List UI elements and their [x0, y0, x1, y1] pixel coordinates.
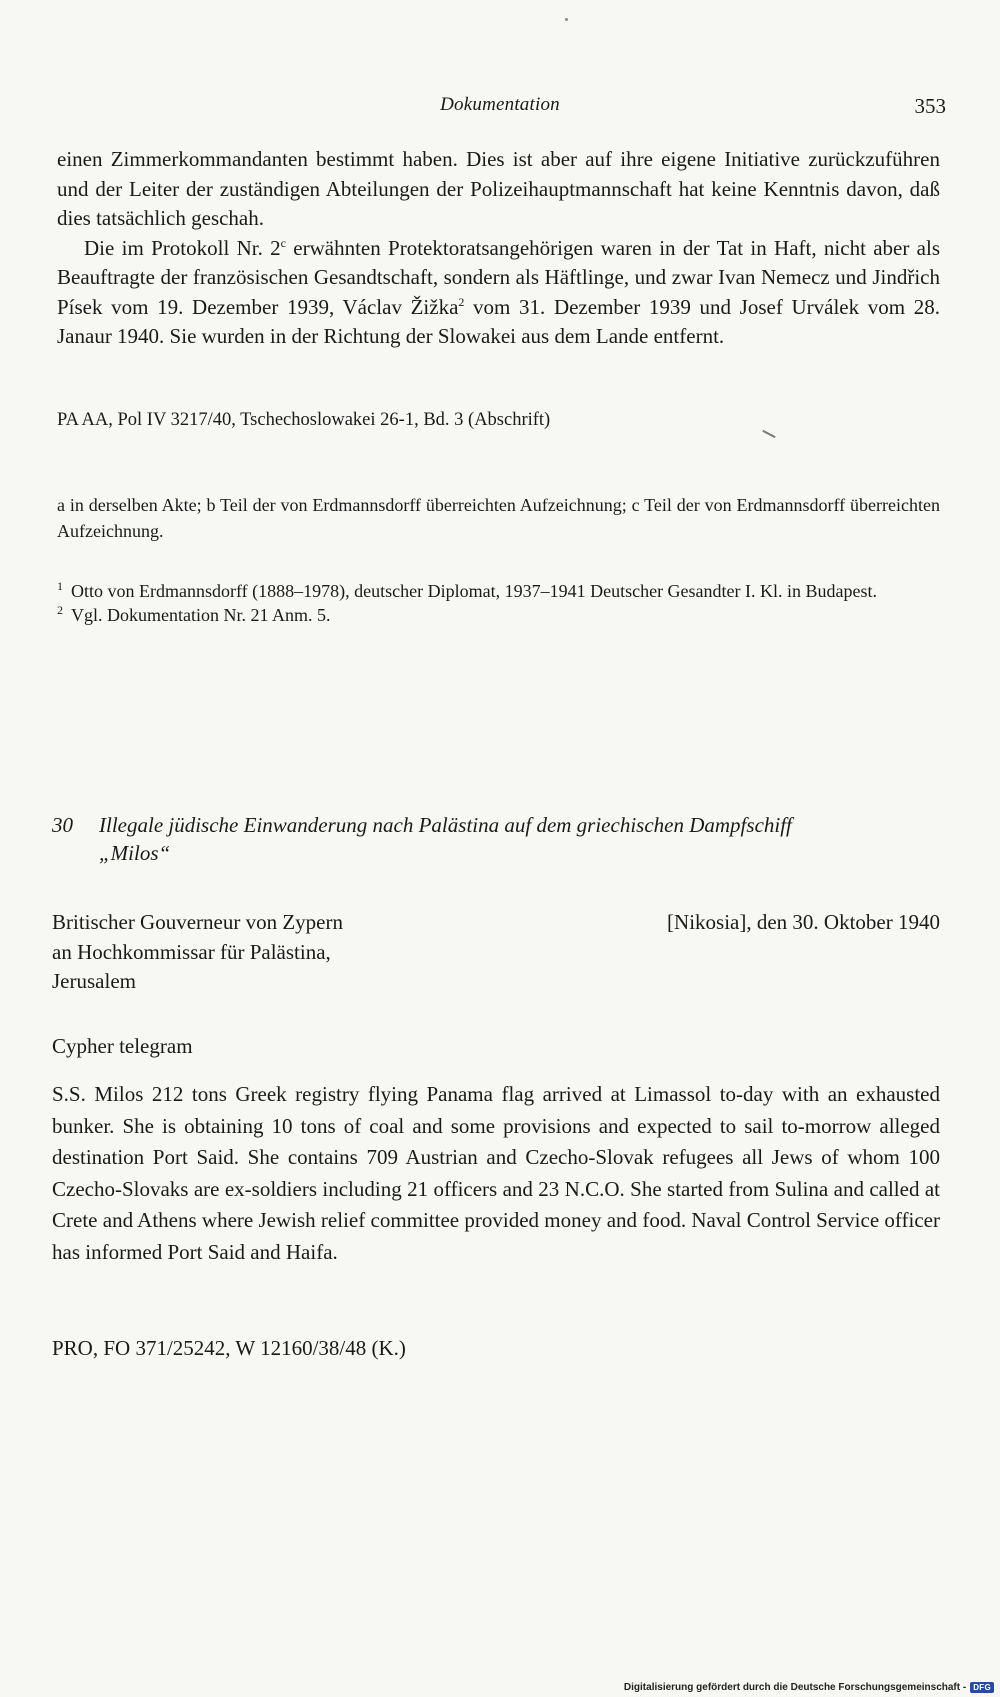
document-header: [52, 908, 940, 997]
document-source: PRO, FO 371/25242, W 12160/38/48 (K.): [52, 1336, 406, 1360]
document-title: Illegale jüdische Einwanderung nach Palästina auf dem griechischen Dampfschiff: [99, 813, 792, 837]
footnote: [57, 603, 940, 627]
document-number: 30: [52, 813, 73, 837]
paragraph-part: erwähnten Protektoratsangehörigen waren in der Tat in Haft, nicht aber als Beauftragte der französischen Gesandtschaft, sondern als Häftlinge, und zwar Ivan Nemecz und Jindřich Písek vom 19. Dezember 1939, Václav Žižka: [57, 235, 940, 319]
document-date: [Nikosia], den 30. Oktober 1940: [667, 910, 940, 934]
footnote: [57, 579, 940, 603]
document-heading: [52, 811, 940, 867]
footer-text: Digitalisierung gefördert durch die Deutsche Forschungsgemeinschaft -: [623, 1682, 967, 1693]
sender-line: Britischer Gouverneur von Zypern: [52, 910, 343, 934]
paragraph-protektorat: [57, 234, 940, 352]
document-type: Cypher telegram: [52, 1034, 193, 1058]
running-head: [0, 94, 1000, 120]
footnotes: [57, 579, 940, 627]
page-number: 353: [914, 94, 946, 118]
dfg-logo: DFG: [970, 1682, 994, 1693]
recipient-place: Jerusalem: [52, 969, 136, 993]
digitization-footer: [624, 1682, 994, 1693]
document-title-line: [52, 811, 940, 839]
recipient-line: an Hochkommissar für Palästina,: [52, 939, 331, 964]
running-title: Dokumentation: [440, 94, 560, 115]
footnote-mark: 2: [57, 603, 63, 617]
paragraph-continued: einen Zimmerkommandanten bestimmt haben. Dies ist aber auf ihre eigene Initiative zurückzuführen und der Leiter der zuständigen Abteilungen der Polizeihauptmannschaft hat keine Kenntnis davon, daß dies tatsächlich geschah.: [57, 147, 940, 230]
continued-text: [57, 145, 940, 352]
footnote-mark: 1: [57, 579, 63, 593]
footnote-text: Vgl. Dokumentation Nr. 21 Anm. 5.: [71, 605, 331, 625]
telegram-body: S.S. Milos 212 tons Greek registry flying Panama flag arrived at Limassol to-day with an exhausted bunker. She is obtaining 10 tons of coal and some provisions and expected to sail to-morrow alleged destination Port Said. She contains 709 Austrian and Czecho-Slovak refugees all Jews of whom 100 Czecho-Slovaks are ex-soldiers including 21 officers and 23 N.C.O. She started from Sulina and called at Crete and Athens where Jewish relief committee provided money and food. Naval Control Service officer has informed Port Said and Haifa.: [52, 1082, 940, 1264]
letter-notes: a in derselben Akte; b Teil der von Erdmannsdorff überreichten Aufzeichnung; c Teil der von Erdmannsdorff überreichten Aufzeichnung.: [57, 495, 940, 541]
scan-speck: [565, 18, 568, 21]
archive-source: PA AA, Pol IV 3217/40, Tschechoslowakei 26-1, Bd. 3 (Abschrift): [57, 410, 551, 430]
footnote-text: Otto von Erdmannsdorff (1888–1978), deutscher Diplomat, 1937–1941 Deutscher Gesandter I. Kl. in Budapest.: [71, 581, 878, 601]
document-title-ship: „Milos“: [99, 841, 171, 865]
paragraph-part: vom 31. Dezember 1939 und Josef Urválek vom 28. Janaur 1940. Sie wurden in der Richtung der Slowakei aus dem Lande entfernt.: [57, 294, 940, 348]
footnote-marker-2: 2: [458, 294, 465, 309]
paragraph-part: Die im Protokoll Nr. 2: [84, 235, 281, 260]
note-marker-c: c: [280, 235, 286, 250]
